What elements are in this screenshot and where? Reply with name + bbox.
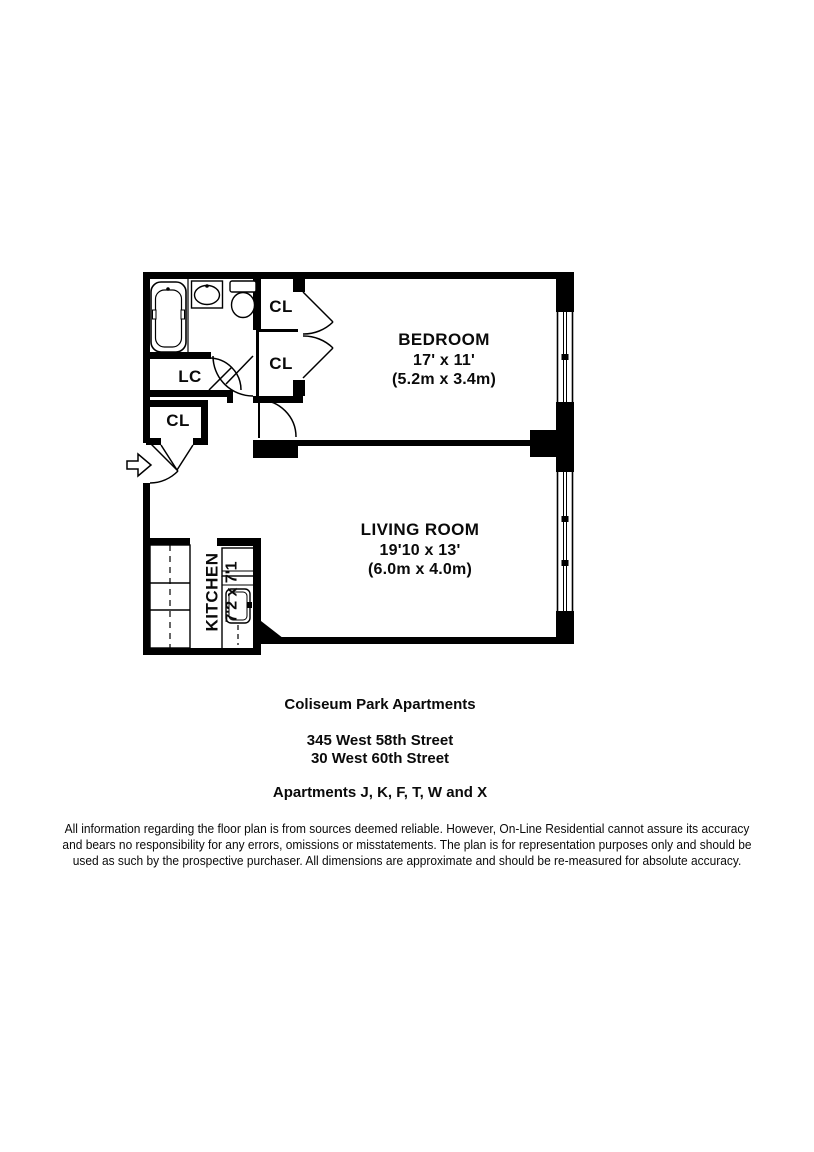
wall-kitchen-bottom (143, 648, 261, 655)
bedroom-label: BEDROOM (398, 330, 490, 349)
bedroom-closet-top-door (303, 292, 333, 334)
wall-right-bottom (556, 611, 574, 644)
wall-closet-post-top (293, 279, 305, 292)
building-title: Coliseum Park Apartments (284, 696, 476, 713)
wall-bathroom-bottom (143, 352, 211, 359)
entry-arrow-icon (127, 454, 151, 476)
living-room-label: LIVING ROOM (360, 520, 480, 539)
wall-kitchen-top-left (143, 538, 190, 545)
living-room-dimensions-ft: 19'10 x 13' (379, 542, 461, 559)
bedroom-window (556, 312, 574, 402)
entry-closet-label: CL (166, 411, 190, 430)
wall-kitchen-doorway-wedge (261, 621, 288, 644)
wall-closet-divider (259, 329, 298, 332)
sink-icon (192, 281, 223, 308)
wall-bedroom-living-divider (298, 440, 545, 446)
bathroom-fixtures (151, 279, 256, 352)
wall-living-bottom (253, 637, 574, 644)
disclaimer-line-3: used as such by the prospective purchaser. All dimensions are approximate and should be re-measured for absolute accuracy. (72, 853, 742, 868)
bedroom-door-arc (259, 400, 296, 438)
linen-closet-label: LC (178, 367, 202, 386)
kitchen-counter-left (150, 545, 190, 648)
wall-fridge-top (217, 538, 261, 546)
kitchen-dimensions-ft: 7'2 x 7'1 (223, 561, 241, 623)
wall-divider-right-stub (530, 430, 556, 457)
wall-right-mid (556, 402, 574, 472)
wall-closet-post-bottom (293, 380, 305, 396)
living-room-dimensions-m: (6.0m x 4.0m) (368, 561, 472, 578)
apartment-list: Apartments J, K, F, T, W and X (272, 784, 488, 801)
living-room-window (556, 472, 574, 611)
kitchen-label-block (202, 552, 243, 631)
wall-kitchen-right (253, 538, 261, 648)
wall-closet-left (256, 330, 259, 396)
wall-pier (253, 440, 298, 458)
disclaimer-line-1: All information regarding the floor plan is from sources deemed reliable. However, On-Line Residential cannot assure its accuracy (64, 821, 750, 836)
wall-top (143, 272, 574, 279)
bedroom-closet-bottom-door (303, 336, 333, 378)
disclaimer-line-2: and bears no responsibility for any errors, omissions or misstatements. The plan is for representation purposes only and should be (62, 837, 752, 852)
wall-entry-closet-post-left (146, 438, 161, 445)
bedroom-closet-top-label: CL (269, 297, 293, 316)
wall-entry-closet-top (146, 400, 208, 407)
bathtub-icon (151, 282, 186, 352)
building-address-2: 30 West 60th Street (310, 750, 450, 767)
wall-right-top (556, 272, 574, 312)
kitchen-label: KITCHEN (202, 552, 222, 632)
wall-linen-post (227, 390, 233, 403)
bedroom-dimensions-ft: 17' x 11' (413, 352, 475, 369)
wall-linen-bottom (143, 390, 233, 397)
wall-entry-closet-post-right (193, 438, 208, 445)
wall-left-lower (143, 483, 150, 655)
entry-closet-doors (161, 445, 193, 470)
building-address-1: 345 West 58th Street (306, 732, 454, 749)
toilet-icon (230, 281, 256, 318)
bedroom-dimensions-m: (5.2m x 3.4m) (392, 371, 496, 388)
bedroom-closet-bottom-label: CL (269, 354, 293, 373)
